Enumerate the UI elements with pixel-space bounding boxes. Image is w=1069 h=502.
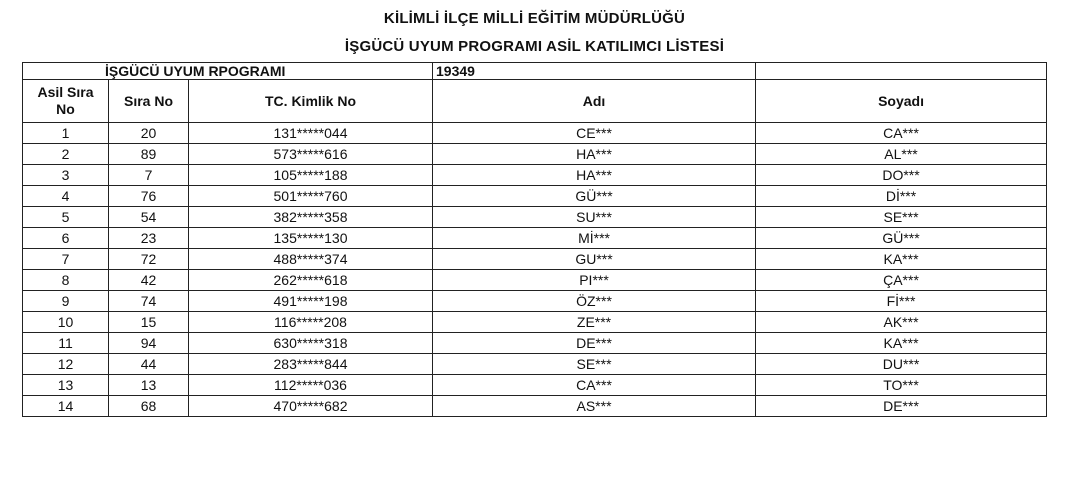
cell-tc-kimlik-no: 470*****682 <box>189 396 433 417</box>
table-row <box>23 144 1047 165</box>
cell-sira-no: 42 <box>109 270 189 291</box>
cell-adi: PI*** <box>433 270 756 291</box>
program-label-cell <box>23 63 433 80</box>
cell-tc-kimlik-no: 135*****130 <box>189 228 433 249</box>
table-row <box>23 354 1047 375</box>
cell-sira-no: 7 <box>109 165 189 186</box>
participant-table <box>22 62 1047 417</box>
cell-sira-no: 15 <box>109 312 189 333</box>
cell-asil-sira-no: 7 <box>23 249 109 270</box>
document-subtitle: İŞGÜCÜ UYUM PROGRAMI ASİL KATILIMCI LİSTESİ <box>344 38 725 55</box>
cell-soyadi: DU*** <box>756 354 1047 375</box>
cell-soyadi: Fİ*** <box>756 291 1047 312</box>
table-row <box>23 207 1047 228</box>
table-row <box>23 249 1047 270</box>
cell-soyadi: DE*** <box>756 396 1047 417</box>
cell-adi: ÖZ*** <box>433 291 756 312</box>
table-row <box>23 165 1047 186</box>
cell-adi: AS*** <box>433 396 756 417</box>
cell-soyadi: KA*** <box>756 249 1047 270</box>
cell-tc-kimlik-no: 491*****198 <box>189 291 433 312</box>
table-body <box>23 123 1047 417</box>
cell-asil-sira-no: 1 <box>23 123 109 144</box>
table-row <box>23 123 1047 144</box>
cell-adi: ZE*** <box>433 312 756 333</box>
cell-tc-kimlik-no: 262*****618 <box>189 270 433 291</box>
cell-tc-kimlik-no: 501*****760 <box>189 186 433 207</box>
cell-adi: SU*** <box>433 207 756 228</box>
cell-soyadi: Dİ*** <box>756 186 1047 207</box>
cell-soyadi: KA*** <box>756 333 1047 354</box>
cell-sira-no: 68 <box>109 396 189 417</box>
col-header-soyadi: Soyadı <box>756 80 1047 123</box>
table-row <box>23 228 1047 249</box>
cell-soyadi: AL*** <box>756 144 1047 165</box>
column-header-row <box>23 80 1047 123</box>
cell-sira-no: 76 <box>109 186 189 207</box>
cell-asil-sira-no: 2 <box>23 144 109 165</box>
col-header-tc-kimlik-no: TC. Kimlik No <box>189 80 433 123</box>
cell-tc-kimlik-no: 105*****188 <box>189 165 433 186</box>
cell-adi: Mİ*** <box>433 228 756 249</box>
cell-asil-sira-no: 10 <box>23 312 109 333</box>
cell-tc-kimlik-no: 116*****208 <box>189 312 433 333</box>
cell-sira-no: 44 <box>109 354 189 375</box>
cell-soyadi: AK*** <box>756 312 1047 333</box>
cell-adi: GÜ*** <box>433 186 756 207</box>
cell-sira-no: 74 <box>109 291 189 312</box>
col-header-asil-sira-line1: Asil Sıra <box>37 84 94 100</box>
cell-tc-kimlik-no: 283*****844 <box>189 354 433 375</box>
cell-asil-sira-no: 11 <box>23 333 109 354</box>
program-label: İŞGÜCÜ UYUM RPOGRAMI <box>105 63 286 79</box>
cell-asil-sira-no: 3 <box>23 165 109 186</box>
cell-soyadi: SE*** <box>756 207 1047 228</box>
program-row <box>23 63 1047 80</box>
col-header-asil-sira-line2: No <box>56 101 75 117</box>
cell-asil-sira-no: 6 <box>23 228 109 249</box>
cell-tc-kimlik-no: 382*****358 <box>189 207 433 228</box>
cell-asil-sira-no: 4 <box>23 186 109 207</box>
cell-sira-no: 72 <box>109 249 189 270</box>
program-number: 19349 <box>433 63 756 80</box>
cell-asil-sira-no: 8 <box>23 270 109 291</box>
cell-adi: CA*** <box>433 375 756 396</box>
table-row <box>23 312 1047 333</box>
cell-adi: SE*** <box>433 354 756 375</box>
table-row <box>23 186 1047 207</box>
table-row <box>23 375 1047 396</box>
cell-sira-no: 94 <box>109 333 189 354</box>
cell-tc-kimlik-no: 131*****044 <box>189 123 433 144</box>
cell-tc-kimlik-no: 573*****616 <box>189 144 433 165</box>
cell-asil-sira-no: 9 <box>23 291 109 312</box>
cell-soyadi: DO*** <box>756 165 1047 186</box>
cell-adi: HA*** <box>433 144 756 165</box>
cell-asil-sira-no: 12 <box>23 354 109 375</box>
cell-adi: GU*** <box>433 249 756 270</box>
col-header-asil-sira-no <box>23 80 109 123</box>
cell-asil-sira-no: 5 <box>23 207 109 228</box>
cell-tc-kimlik-no: 488*****374 <box>189 249 433 270</box>
document-title: KİLİMLİ İLÇE MİLLİ EĞİTİM MÜDÜRLÜĞÜ <box>383 10 686 27</box>
cell-sira-no: 23 <box>109 228 189 249</box>
cell-soyadi: CA*** <box>756 123 1047 144</box>
cell-asil-sira-no: 14 <box>23 396 109 417</box>
cell-adi: DE*** <box>433 333 756 354</box>
col-header-sira-no: Sıra No <box>109 80 189 123</box>
cell-soyadi: ÇA*** <box>756 270 1047 291</box>
cell-soyadi: TO*** <box>756 375 1047 396</box>
cell-sira-no: 20 <box>109 123 189 144</box>
cell-asil-sira-no: 13 <box>23 375 109 396</box>
cell-sira-no: 54 <box>109 207 189 228</box>
col-header-adi: Adı <box>433 80 756 123</box>
cell-tc-kimlik-no: 630*****318 <box>189 333 433 354</box>
table-row <box>23 270 1047 291</box>
cell-adi: HA*** <box>433 165 756 186</box>
cell-sira-no: 13 <box>109 375 189 396</box>
table-row <box>23 291 1047 312</box>
cell-tc-kimlik-no: 112*****036 <box>189 375 433 396</box>
cell-adi: CE*** <box>433 123 756 144</box>
cell-soyadi: GÜ*** <box>756 228 1047 249</box>
table-row <box>23 333 1047 354</box>
cell-sira-no: 89 <box>109 144 189 165</box>
table-row <box>23 396 1047 417</box>
program-empty-cell <box>756 63 1047 80</box>
